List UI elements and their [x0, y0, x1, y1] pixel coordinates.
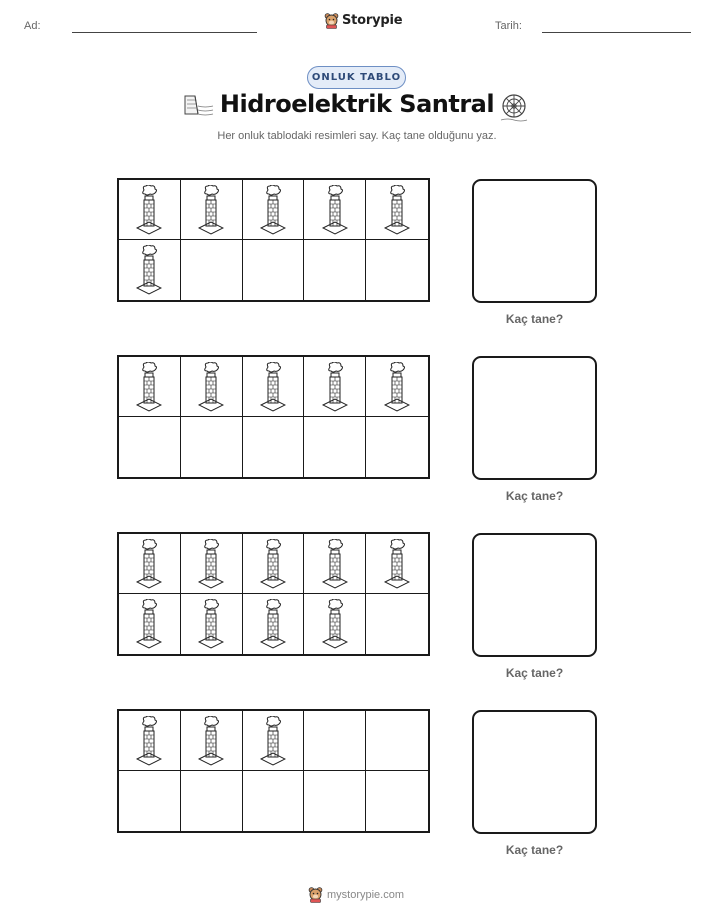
answer-label-4: Kaç tane? — [505, 843, 564, 857]
frame-cell — [304, 417, 366, 477]
frame-cell — [181, 711, 243, 771]
chimney-tower-icon — [136, 185, 162, 235]
frame-cell — [366, 711, 428, 771]
frame-cell — [181, 180, 243, 240]
chimney-tower-icon — [260, 716, 286, 766]
frame-cell — [366, 240, 428, 300]
chimney-tower-icon — [384, 185, 410, 235]
frame-cell — [304, 771, 366, 831]
chimney-tower-icon — [384, 362, 410, 412]
frame-cell — [304, 180, 366, 240]
frame-cell — [366, 180, 428, 240]
storypie-bear-icon — [308, 886, 323, 903]
frame-cell — [243, 240, 305, 300]
name-field[interactable] — [72, 32, 257, 33]
frame-cell — [243, 534, 305, 594]
frame-cell — [181, 534, 243, 594]
chimney-tower-icon — [136, 599, 162, 649]
frame-cell — [243, 357, 305, 417]
answer-label-3: Kaç tane? — [505, 666, 564, 680]
chimney-tower-icon — [136, 716, 162, 766]
frame-cell — [119, 534, 181, 594]
frame-cell — [243, 771, 305, 831]
frame-cell — [304, 594, 366, 654]
footer — [308, 886, 404, 903]
answer-label-2: Kaç tane? — [505, 489, 564, 503]
page-title: Hidroelektrik Santral — [219, 90, 495, 118]
chimney-tower-icon — [136, 539, 162, 589]
instructions: Her onluk tablodaki resimleri say. Kaç tane olduğunu yaz. — [217, 130, 497, 142]
chimney-tower-icon — [136, 245, 162, 295]
answer-box-4[interactable] — [472, 710, 597, 834]
chimney-tower-icon — [322, 362, 348, 412]
date-field[interactable] — [542, 32, 691, 33]
frame-cell — [243, 711, 305, 771]
chimney-tower-icon — [322, 539, 348, 589]
chimney-tower-icon — [384, 539, 410, 589]
ten-frame-2 — [117, 355, 430, 479]
frame-cell — [366, 357, 428, 417]
frame-cell — [119, 711, 181, 771]
frame-cell — [366, 534, 428, 594]
chimney-tower-icon — [322, 599, 348, 649]
ten-frame-1 — [117, 178, 430, 302]
storypie-bear-icon — [324, 12, 339, 29]
frame-cell — [119, 594, 181, 654]
brand-name: Storypie — [342, 13, 403, 28]
ten-frame-3 — [117, 532, 430, 656]
chimney-tower-icon — [136, 362, 162, 412]
chimney-tower-icon — [198, 599, 224, 649]
frame-cell — [304, 357, 366, 417]
answer-label-1: Kaç tane? — [505, 312, 564, 326]
chimney-tower-icon — [198, 185, 224, 235]
frame-cell — [119, 417, 181, 477]
chimney-tower-icon — [198, 716, 224, 766]
worksheet-type-badge: ONLUK TABLO — [307, 66, 406, 89]
frame-cell — [181, 357, 243, 417]
frame-cell — [119, 357, 181, 417]
frame-cell — [181, 240, 243, 300]
frame-cell — [181, 594, 243, 654]
answer-box-2[interactable] — [472, 356, 597, 480]
chimney-tower-icon — [322, 185, 348, 235]
frame-cell — [366, 594, 428, 654]
chimney-tower-icon — [260, 185, 286, 235]
water-wheel-icon — [498, 92, 530, 122]
frame-cell — [366, 417, 428, 477]
answer-box-3[interactable] — [472, 533, 597, 657]
brand-logo — [324, 12, 402, 29]
frame-cell — [304, 711, 366, 771]
chimney-tower-icon — [260, 362, 286, 412]
chimney-tower-icon — [198, 362, 224, 412]
frame-cell — [119, 240, 181, 300]
name-label: Ad: — [24, 20, 41, 32]
frame-cell — [243, 594, 305, 654]
chimney-tower-icon — [198, 539, 224, 589]
frame-cell — [243, 180, 305, 240]
answer-box-1[interactable] — [472, 179, 597, 303]
frame-cell — [181, 417, 243, 477]
date-label: Tarih: — [495, 20, 522, 32]
frame-cell — [366, 771, 428, 831]
frame-cell — [243, 417, 305, 477]
frame-cell — [304, 240, 366, 300]
chimney-tower-icon — [260, 599, 286, 649]
chimney-tower-icon — [260, 539, 286, 589]
footer-site: mystorypie.com — [327, 888, 405, 901]
frame-cell — [119, 180, 181, 240]
frame-cell — [304, 534, 366, 594]
frame-cell — [181, 771, 243, 831]
ten-frame-4 — [117, 709, 430, 833]
frame-cell — [119, 771, 181, 831]
